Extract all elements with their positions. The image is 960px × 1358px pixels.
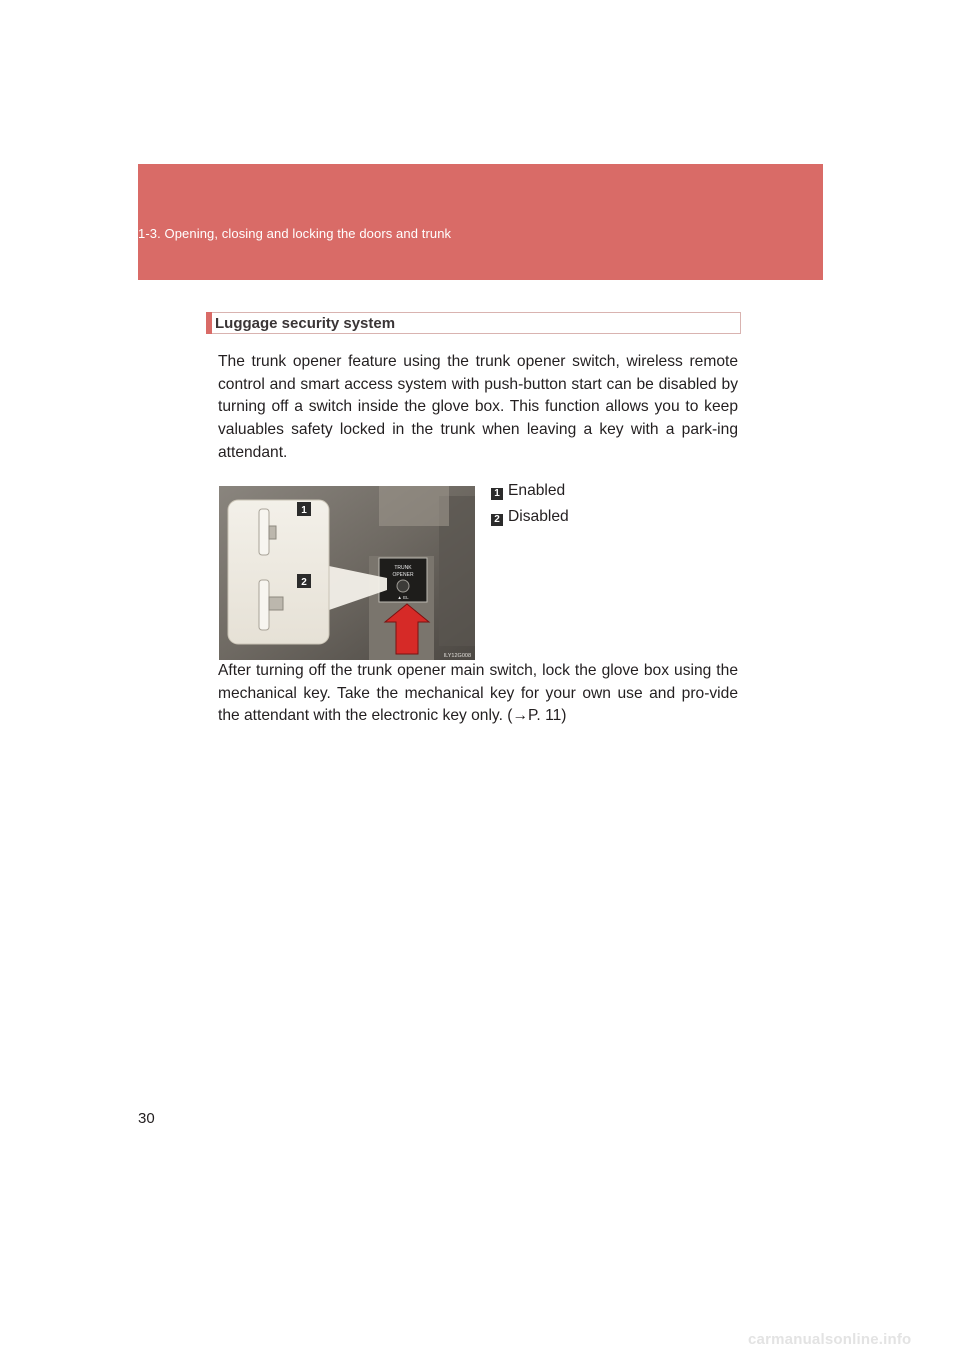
section-heading-text: Luggage security system — [215, 315, 396, 332]
switch-label-bottom: ▲ EL — [397, 595, 409, 600]
intro-paragraph: The trunk opener feature using the trunk opener switch, wireless remote control and smart access system with push-button start can be disabled by turning off a switch inside the glove box. This function allows you to keep valuables safety locked in the trunk when leaving a key with a park-ing attendant. — [218, 353, 738, 461]
legend-label-disabled: Disabled — [508, 508, 569, 525]
switch-enabled-tab — [269, 526, 276, 539]
switch-disabled-tab — [269, 597, 283, 610]
section-heading — [206, 312, 741, 334]
switch-label-trunk: TRUNK — [394, 565, 412, 571]
switch-knob — [397, 580, 409, 592]
instruction-paragraph: After turning off the trunk opener main switch, lock the glove box using the mechanical key. Take the mechanical key for your own use and pro-vide the attendant with the electronic key only. (→P. 11) — [218, 662, 738, 725]
illustration-svg — [219, 486, 475, 660]
callout-number-2: 2 — [301, 577, 307, 588]
header-band — [138, 164, 823, 280]
switch-disabled-body — [259, 580, 269, 630]
callout-number-1: 1 — [301, 505, 307, 516]
glove-box-lid — [379, 486, 449, 526]
inset-card — [228, 500, 329, 644]
glove-box-switch-illustration — [219, 486, 475, 660]
site-watermark: carmanualsonline.info — [748, 1331, 912, 1348]
page-number: 30 — [138, 1110, 155, 1127]
switch-enabled-body — [259, 509, 269, 555]
section-breadcrumb: 1-3. Opening, closing and locking the doors and trunk — [138, 226, 452, 241]
legend-number-2: 2 — [491, 514, 503, 526]
switch-label-opener: OPENER — [392, 572, 414, 578]
image-code: ILY12G008 — [443, 653, 471, 659]
heading-accent-bar — [206, 312, 212, 334]
legend-label-enabled: Enabled — [508, 482, 566, 499]
legend-number-1: 1 — [491, 488, 503, 500]
